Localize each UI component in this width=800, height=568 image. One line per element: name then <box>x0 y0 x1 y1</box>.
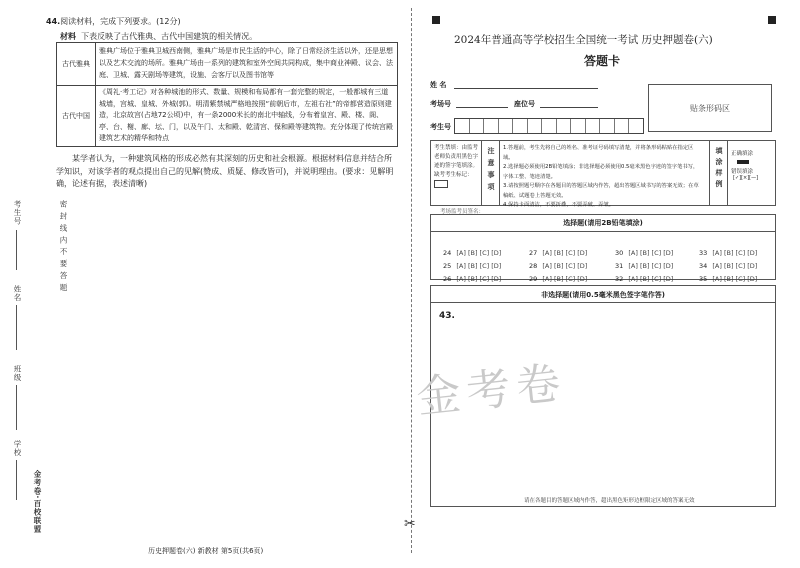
scissors-icon: ✂ <box>404 516 416 532</box>
question-heading <box>46 16 181 27</box>
seal-line-notice: 密 封 线 内 不 要 答 题 <box>59 200 68 292</box>
mc-number: 35 <box>699 275 708 283</box>
watermark: 金考卷 <box>414 357 569 424</box>
material-line <box>60 31 257 42</box>
table-row-text: 《周礼·考工记》对各种城池的形式、数量、规模和布局都有一套完整的规定，一般都城有三道城墙，宫城、皇城、外城(郭)。明清紫禁城严格地按照“前朝后市，左祖右社”的帝都营造原则建造，北京故宫(占地72公顷)中，有一条2000米长的南北中轴线，分布着皇宫、殿、楼、阁、亭、台、榭、廊、坛、门，以及午门、太和殿、乾清宫、保和殿等建筑物。充分体现了传统宫殿建筑艺术的精华和特点 <box>99 88 393 142</box>
mc-header: 选择题(请用2B铅笔填涂) <box>563 219 643 227</box>
notice-item: 4.保持卡面清洁，不要折叠，不要弄破、弄皱。 <box>503 202 614 208</box>
page-footer: 历史押题卷(六) 新教材 第5页(共6页) <box>148 547 264 555</box>
seat-label: 座位号 <box>514 100 535 108</box>
exam-room-field[interactable] <box>456 107 508 108</box>
mc-question[interactable] <box>443 266 501 285</box>
question-number: 44. <box>46 17 61 26</box>
fill-example-label: 填涂样例 <box>715 147 723 191</box>
mc-number: 29 <box>529 275 538 283</box>
material-intro: 下表反映了古代雅典、古代中国建筑的相关情况。 <box>81 32 258 41</box>
mc-question[interactable] <box>615 266 673 285</box>
mc-number: 28 <box>529 262 538 270</box>
table-row <box>57 43 397 86</box>
notice-divider <box>481 141 482 205</box>
mc-options[interactable]: [A] [B] [C] [D] <box>712 275 758 283</box>
notice-left <box>434 144 478 190</box>
nonmc-header: 非选择题(请用0.5毫米黑色签字笔作答) <box>541 291 665 299</box>
q43-number: 43. <box>439 311 455 321</box>
mc-block <box>430 214 776 283</box>
mc-grid <box>431 237 775 283</box>
mc-number: 31 <box>615 262 624 270</box>
bottom-note: 请在各题目的答题区域内作答，超出黑色矩形边框限定区域的答案无效 <box>524 498 695 504</box>
margin-field-school: 学校 <box>13 440 22 457</box>
mc-options[interactable]: [A] [B] [C] [D] <box>628 275 674 283</box>
name-label: 姓 名 <box>430 81 447 89</box>
margin-field-class: 班级 <box>13 365 22 382</box>
sheet-title: 2024年普通高等学校招生全国统一考试 历史押题卷(六) <box>454 34 713 46</box>
fill-wrong-label: 错误填涂 <box>731 169 754 175</box>
notice-left-text: 考生禁填：由监考老师负责用黑色字迹的签字笔填涂。缺考考生标记： <box>434 145 479 178</box>
notice-divider <box>709 141 710 205</box>
table-row-label: 古代雅典 <box>57 43 96 85</box>
mc-question[interactable] <box>699 266 757 285</box>
student-id-boxes[interactable] <box>454 118 644 134</box>
mc-options[interactable]: [A] [B] [C] [D] <box>628 249 674 257</box>
fill-example-right <box>731 149 758 181</box>
mc-number: 26 <box>443 275 452 283</box>
table-row-text: 雅典广场位于雅典卫城西南侧，雅典广场是市民生活的中心，除了日常经济生活以外，还是思想以及艺术交流的场所。雅典广场由一系列的建筑和室外空间共同构成，集中商业神殿、议会、法庭、卫城、露天剧场等建筑，设施、会客厅以及图书馆等 <box>99 47 393 79</box>
fill-right-sample <box>737 160 749 164</box>
margin-field-student-id: 考生号 <box>13 200 22 226</box>
fill-wrong-sample: [✓][×][—] <box>733 175 759 181</box>
notice-item: 1.答题前，考生先将自己的姓名、准考证号码填写清楚，并将条形码粘贴在指定区域。 <box>503 145 694 161</box>
mc-number: 32 <box>615 275 624 283</box>
question-instruction: 阅读材料，完成下列要求。(12分) <box>60 17 181 26</box>
barcode-area <box>648 84 772 132</box>
mc-number: 33 <box>699 249 708 257</box>
margin-line-class <box>16 385 17 430</box>
margin-line-name <box>16 305 17 350</box>
sheet-subtitle: 答题卡 <box>584 54 621 68</box>
notice-divider <box>727 141 728 205</box>
mc-options[interactable]: [A] [B] [C] [D] <box>456 262 502 270</box>
exam-room-label: 考场号 <box>430 100 451 108</box>
name-field[interactable] <box>454 88 598 89</box>
corner-mark <box>432 16 440 24</box>
seat-field[interactable] <box>540 107 598 108</box>
mc-question[interactable] <box>529 266 587 285</box>
notice-vertical-label: 注意事项 <box>487 147 495 195</box>
mc-options[interactable]: [A] [B] [C] [D] <box>542 262 588 270</box>
stamp-note: 考场监考员签名： <box>440 209 485 215</box>
mc-number: 27 <box>529 249 538 257</box>
corner-mark <box>768 16 776 24</box>
question-prompt: 某学者认为，一种建筑风格的形成必然有其深刻的历史和社会根源。根据材料信息并结合所学知识，对该学者的观点提出自己的见解(赞成、质疑、修改皆可)，并说明理由。(要求：见解明确，论述有据，表述清晰) <box>56 154 394 188</box>
margin-line-student-id <box>16 230 17 270</box>
notice-item: 2.选择题必须使用2B铅笔填涂；非选择题必须使用0.5毫米黑色字迹的签字笔书写，字体工整、笔迹清楚。 <box>503 164 699 180</box>
cut-line <box>411 8 412 553</box>
table-row <box>57 85 397 146</box>
fill-right-label: 正确填涂 <box>731 151 754 157</box>
mc-options[interactable]: [A] [B] [C] [D] <box>628 262 674 270</box>
mc-header-line <box>431 231 775 232</box>
mc-number: 34 <box>699 262 708 270</box>
student-id-label: 考生号 <box>430 123 451 131</box>
margin-brand: 金考卷·百校联盟 <box>33 470 42 534</box>
mc-options[interactable]: [A] [B] [C] [D] <box>542 275 588 283</box>
material-label: 材料 <box>60 32 76 41</box>
mc-number: 25 <box>443 262 452 270</box>
comparison-table <box>56 42 398 147</box>
mc-options[interactable]: [A] [B] [C] [D] <box>712 249 758 257</box>
notice-item: 3.请按照题号顺序在各题目的答题区域内作答，超出答题区域书写的答案无效；在草稿纸、试题卷上答题无效。 <box>503 183 699 199</box>
mc-number: 30 <box>615 249 624 257</box>
mc-options[interactable]: [A] [B] [C] [D] <box>712 262 758 270</box>
notice-divider <box>499 141 500 205</box>
barcode-area-label: 贴条形码区 <box>690 103 730 113</box>
notice-items <box>503 144 703 211</box>
mc-options[interactable]: [A] [B] [C] [D] <box>456 275 502 283</box>
table-row-label: 古代中国 <box>57 85 96 146</box>
margin-field-name: 姓名 <box>13 285 22 302</box>
margin-line-school <box>16 460 17 500</box>
absent-mark-box[interactable] <box>434 180 448 188</box>
mc-number: 24 <box>443 249 452 257</box>
mc-options[interactable]: [A] [B] [C] [D] <box>456 249 502 257</box>
notice-block <box>430 140 776 206</box>
mc-options[interactable]: [A] [B] [C] [D] <box>542 249 588 257</box>
answer-sheet <box>416 0 800 568</box>
